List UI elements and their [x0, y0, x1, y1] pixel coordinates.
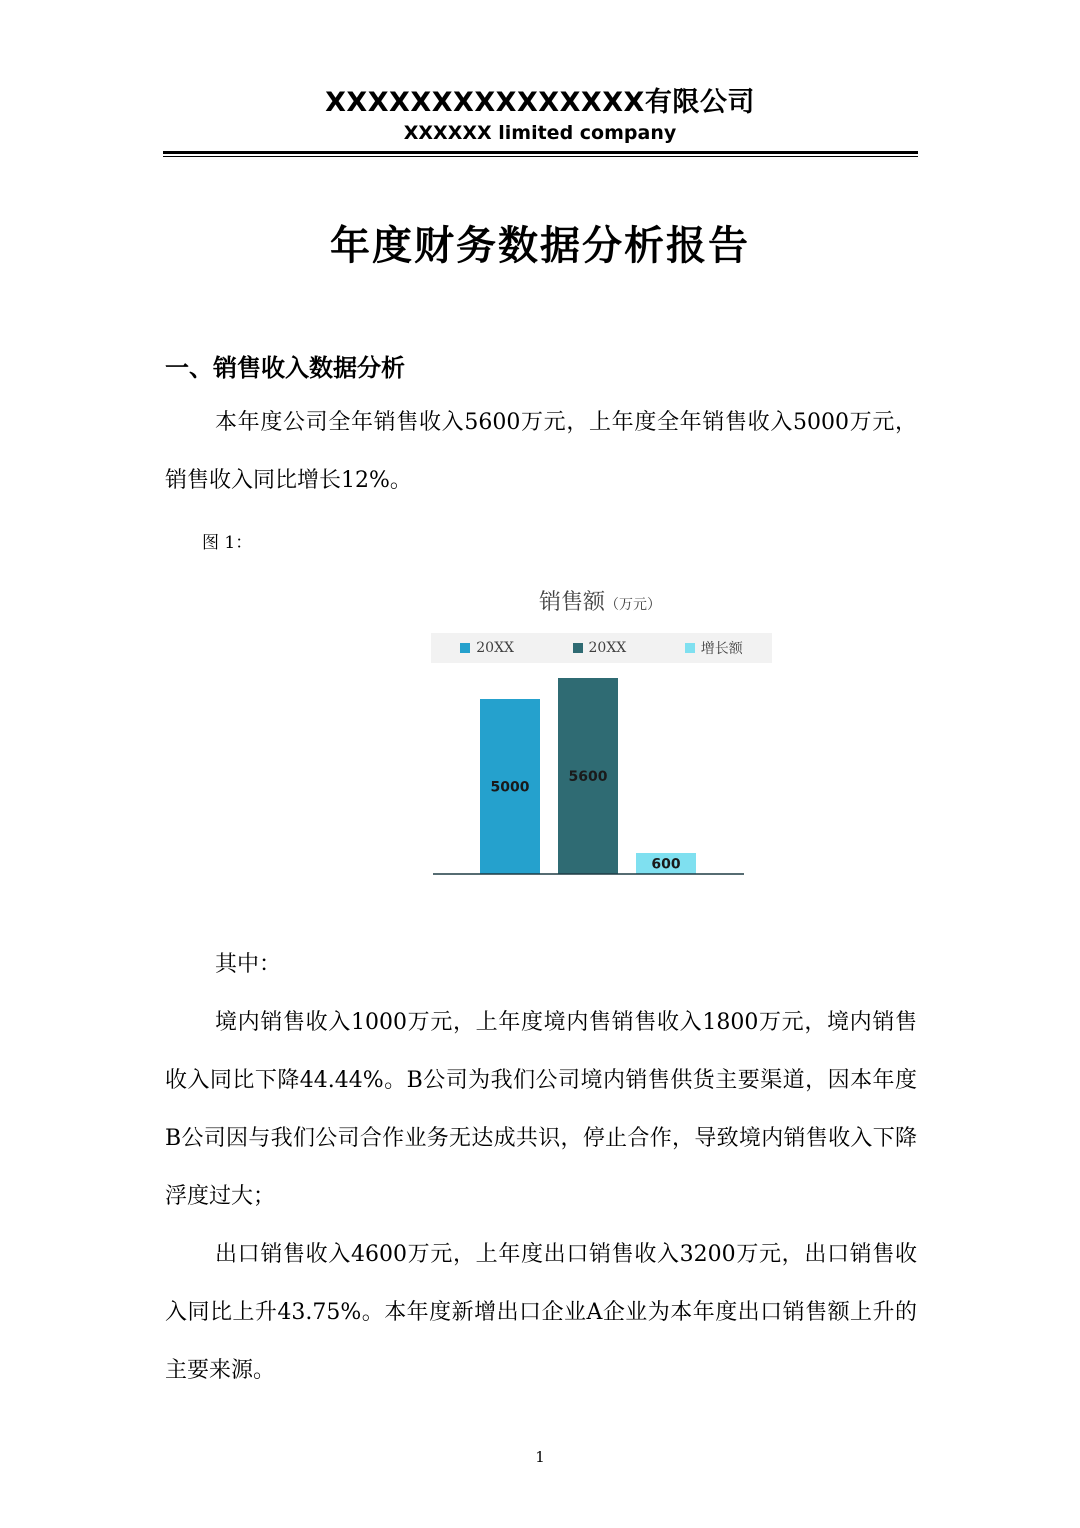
legend-item-1: [460, 640, 514, 656]
legend-label-1: 20XX: [476, 640, 514, 656]
company-name-en: XXXXXX limited company: [403, 122, 677, 144]
company-name-cn: XXXXXXXXXXXXXXX有限公司: [325, 87, 755, 118]
after-chart-label: 其中：: [215, 952, 282, 977]
chart-title: [430, 585, 770, 616]
figure-label: 图 1：: [202, 533, 253, 553]
bar-label-3: 600: [651, 856, 681, 873]
bar-label-2: 5600: [568, 769, 608, 785]
legend-swatch-2: [573, 643, 583, 653]
document-title: 年度财务数据分析报告: [330, 222, 750, 269]
export-paragraph: 出口销售收入4600万元，上年度出口销售收入3200万元，出口销售收入同比上升43.75%。本年度新增出口企业A企业为本年度出口销售额上升的主要来源。: [165, 1242, 917, 1383]
legend-label-2: 20XX: [588, 640, 627, 656]
chart-title-unit: （万元）: [605, 597, 661, 613]
section-heading: 一、销售收入数据分析: [165, 354, 405, 382]
header-divider-thin: [163, 156, 918, 157]
legend-item-3: [685, 638, 743, 658]
page-number: 1: [535, 1448, 545, 1466]
legend-swatch-3: [685, 643, 695, 653]
bar-label-1: 5000: [490, 779, 530, 796]
chart-legend: [431, 633, 772, 663]
sales-bar-chart: [430, 664, 750, 876]
legend-swatch-1: [460, 643, 470, 653]
header-divider-thick: [163, 151, 918, 154]
legend-label-3: 增长额: [700, 641, 743, 657]
intro-paragraph: 本年度公司全年销售收入5600万元，上年度全年销售收入5000万元，销售收入同比增长12%。: [165, 410, 917, 493]
legend-item-2: [573, 640, 627, 656]
domestic-paragraph: 境内销售收入1000万元，上年度境内售销售收入1800万元，境内销售收入同比下降44.44%。B公司为我们公司境内销售供货主要渠道，因本年度B公司因与我们公司合作业务无达成共识，停止合作，导致境内销售收入下降浮度过大；: [165, 1010, 917, 1209]
chart-title-text: 销售额: [538, 590, 605, 615]
